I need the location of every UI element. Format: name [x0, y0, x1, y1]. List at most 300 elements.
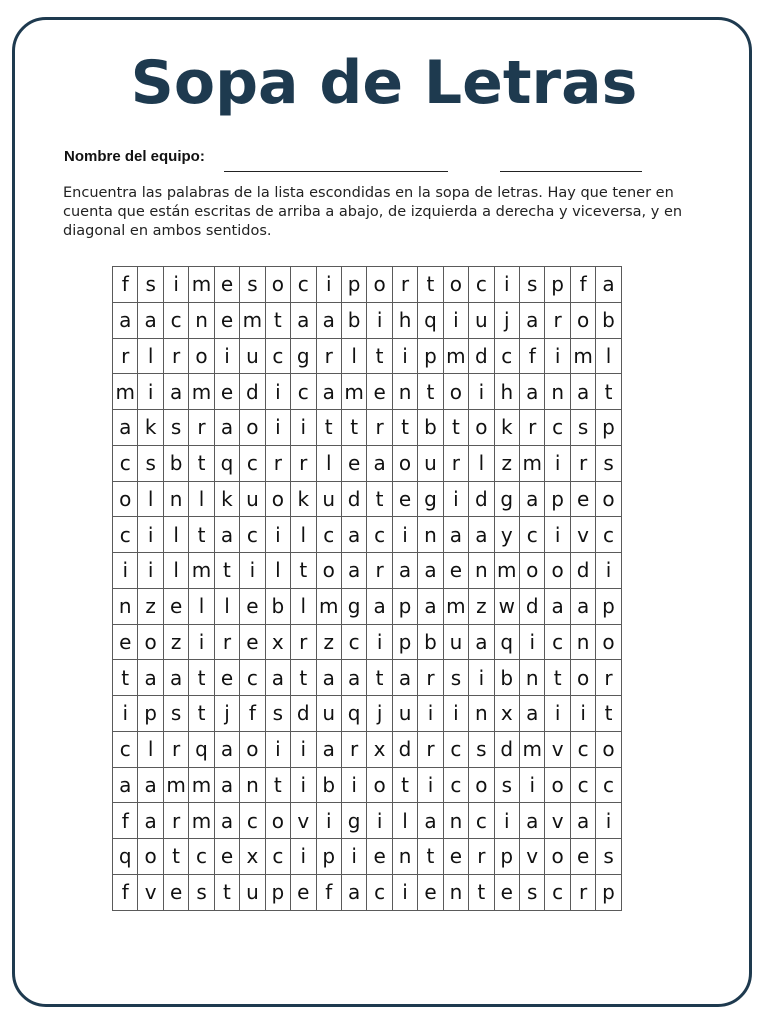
grid-cell[interactable]: m: [341, 374, 366, 410]
grid-cell[interactable]: i: [316, 803, 341, 839]
grid-cell[interactable]: p: [138, 696, 163, 732]
grid-cell[interactable]: a: [392, 553, 417, 589]
grid-cell[interactable]: a: [265, 660, 290, 696]
grid-cell[interactable]: r: [316, 338, 341, 374]
grid-cell[interactable]: i: [113, 696, 138, 732]
grid-cell[interactable]: t: [418, 374, 443, 410]
grid-cell[interactable]: m: [189, 767, 214, 803]
grid-cell[interactable]: i: [291, 767, 316, 803]
grid-cell[interactable]: i: [138, 374, 163, 410]
grid-cell[interactable]: i: [392, 517, 417, 553]
grid-cell[interactable]: e: [291, 874, 316, 910]
grid-cell[interactable]: y: [494, 517, 519, 553]
grid-cell[interactable]: a: [418, 588, 443, 624]
grid-cell[interactable]: q: [189, 731, 214, 767]
grid-cell[interactable]: v: [520, 839, 545, 875]
grid-cell[interactable]: q: [341, 696, 366, 732]
grid-cell[interactable]: m: [113, 374, 138, 410]
grid-cell[interactable]: r: [163, 803, 188, 839]
grid-cell[interactable]: n: [240, 767, 265, 803]
grid-cell[interactable]: z: [163, 624, 188, 660]
grid-cell[interactable]: g: [341, 803, 366, 839]
grid-cell[interactable]: m: [189, 803, 214, 839]
grid-cell[interactable]: i: [392, 874, 417, 910]
grid-cell[interactable]: c: [367, 517, 392, 553]
grid-cell[interactable]: d: [570, 553, 595, 589]
grid-cell[interactable]: h: [392, 302, 417, 338]
grid-cell[interactable]: u: [240, 338, 265, 374]
grid-cell[interactable]: p: [265, 874, 290, 910]
grid-cell[interactable]: s: [163, 696, 188, 732]
grid-cell[interactable]: a: [316, 731, 341, 767]
grid-cell[interactable]: q: [113, 839, 138, 875]
grid-cell[interactable]: n: [520, 660, 545, 696]
grid-cell[interactable]: l: [392, 803, 417, 839]
grid-cell[interactable]: a: [214, 767, 239, 803]
grid-cell[interactable]: e: [570, 839, 595, 875]
grid-cell[interactable]: l: [291, 517, 316, 553]
grid-cell[interactable]: p: [494, 839, 519, 875]
grid-cell[interactable]: t: [418, 839, 443, 875]
grid-cell[interactable]: t: [113, 660, 138, 696]
grid-cell[interactable]: r: [163, 338, 188, 374]
grid-cell[interactable]: r: [443, 445, 468, 481]
grid-cell[interactable]: c: [316, 517, 341, 553]
grid-cell[interactable]: r: [367, 553, 392, 589]
grid-cell[interactable]: t: [214, 553, 239, 589]
grid-cell[interactable]: s: [520, 874, 545, 910]
grid-cell[interactable]: v: [545, 731, 570, 767]
grid-cell[interactable]: t: [341, 410, 366, 446]
grid-cell[interactable]: e: [392, 481, 417, 517]
grid-cell[interactable]: s: [189, 874, 214, 910]
grid-cell[interactable]: d: [341, 481, 366, 517]
grid-cell[interactable]: d: [291, 696, 316, 732]
grid-cell[interactable]: s: [596, 445, 621, 481]
grid-cell[interactable]: a: [520, 374, 545, 410]
grid-cell[interactable]: o: [392, 445, 417, 481]
grid-cell[interactable]: m: [189, 553, 214, 589]
grid-cell[interactable]: a: [163, 374, 188, 410]
grid-cell[interactable]: l: [596, 338, 621, 374]
grid-cell[interactable]: i: [341, 839, 366, 875]
grid-cell[interactable]: e: [163, 874, 188, 910]
grid-cell[interactable]: s: [469, 731, 494, 767]
grid-cell[interactable]: a: [316, 302, 341, 338]
grid-cell[interactable]: p: [545, 481, 570, 517]
grid-cell[interactable]: b: [596, 302, 621, 338]
grid-cell[interactable]: n: [570, 624, 595, 660]
grid-cell[interactable]: c: [113, 517, 138, 553]
grid-cell[interactable]: l: [469, 445, 494, 481]
grid-cell[interactable]: k: [494, 410, 519, 446]
grid-cell[interactable]: z: [138, 588, 163, 624]
grid-cell[interactable]: v: [570, 517, 595, 553]
grid-cell[interactable]: o: [570, 302, 595, 338]
grid-cell[interactable]: t: [214, 874, 239, 910]
grid-cell[interactable]: i: [520, 624, 545, 660]
grid-cell[interactable]: l: [214, 588, 239, 624]
grid-cell[interactable]: e: [341, 445, 366, 481]
grid-cell[interactable]: a: [392, 660, 417, 696]
grid-cell[interactable]: f: [113, 803, 138, 839]
grid-cell[interactable]: a: [138, 660, 163, 696]
grid-cell[interactable]: c: [265, 338, 290, 374]
grid-cell[interactable]: e: [367, 374, 392, 410]
grid-cell[interactable]: t: [392, 410, 417, 446]
grid-cell[interactable]: c: [443, 767, 468, 803]
grid-cell[interactable]: s: [265, 696, 290, 732]
grid-cell[interactable]: o: [545, 839, 570, 875]
grid-cell[interactable]: i: [545, 445, 570, 481]
grid-cell[interactable]: m: [316, 588, 341, 624]
grid-cell[interactable]: x: [240, 839, 265, 875]
grid-cell[interactable]: r: [163, 731, 188, 767]
grid-cell[interactable]: h: [494, 374, 519, 410]
grid-cell[interactable]: m: [494, 553, 519, 589]
grid-cell[interactable]: i: [341, 767, 366, 803]
grid-cell[interactable]: i: [418, 696, 443, 732]
grid-cell[interactable]: i: [265, 374, 290, 410]
grid-cell[interactable]: o: [316, 553, 341, 589]
grid-cell[interactable]: i: [291, 731, 316, 767]
grid-cell[interactable]: l: [189, 481, 214, 517]
grid-cell[interactable]: a: [418, 553, 443, 589]
grid-cell[interactable]: r: [469, 839, 494, 875]
grid-cell[interactable]: e: [443, 839, 468, 875]
grid-cell[interactable]: z: [494, 445, 519, 481]
grid-cell[interactable]: f: [240, 696, 265, 732]
grid-cell[interactable]: c: [240, 660, 265, 696]
grid-cell[interactable]: q: [418, 302, 443, 338]
grid-cell[interactable]: a: [138, 302, 163, 338]
grid-cell[interactable]: t: [596, 374, 621, 410]
grid-cell[interactable]: f: [570, 267, 595, 303]
grid-cell[interactable]: e: [240, 588, 265, 624]
grid-cell[interactable]: n: [392, 374, 417, 410]
grid-cell[interactable]: t: [316, 410, 341, 446]
grid-cell[interactable]: m: [520, 445, 545, 481]
grid-cell[interactable]: b: [341, 302, 366, 338]
grid-cell[interactable]: c: [494, 338, 519, 374]
grid-cell[interactable]: a: [138, 767, 163, 803]
grid-cell[interactable]: i: [265, 731, 290, 767]
grid-cell[interactable]: i: [443, 481, 468, 517]
grid-cell[interactable]: a: [163, 660, 188, 696]
grid-cell[interactable]: p: [596, 874, 621, 910]
grid-cell[interactable]: o: [520, 553, 545, 589]
grid-cell[interactable]: c: [240, 445, 265, 481]
grid-cell[interactable]: i: [392, 338, 417, 374]
grid-cell[interactable]: i: [545, 517, 570, 553]
grid-cell[interactable]: l: [291, 588, 316, 624]
grid-cell[interactable]: r: [520, 410, 545, 446]
grid-cell[interactable]: a: [341, 874, 366, 910]
grid-cell[interactable]: u: [392, 696, 417, 732]
grid-cell[interactable]: m: [520, 731, 545, 767]
grid-cell[interactable]: o: [138, 624, 163, 660]
grid-cell[interactable]: o: [443, 374, 468, 410]
grid-cell[interactable]: m: [189, 267, 214, 303]
grid-cell[interactable]: i: [189, 624, 214, 660]
grid-cell[interactable]: a: [570, 374, 595, 410]
grid-cell[interactable]: q: [494, 624, 519, 660]
grid-cell[interactable]: a: [316, 660, 341, 696]
grid-cell[interactable]: s: [138, 445, 163, 481]
grid-cell[interactable]: t: [392, 767, 417, 803]
team-name-blank-line[interactable]: [224, 171, 448, 172]
grid-cell[interactable]: e: [240, 624, 265, 660]
grid-cell[interactable]: i: [596, 553, 621, 589]
grid-cell[interactable]: n: [443, 803, 468, 839]
grid-cell[interactable]: o: [113, 481, 138, 517]
grid-cell[interactable]: m: [163, 767, 188, 803]
grid-cell[interactable]: r: [341, 731, 366, 767]
grid-cell[interactable]: a: [570, 588, 595, 624]
grid-cell[interactable]: o: [469, 410, 494, 446]
grid-cell[interactable]: u: [316, 696, 341, 732]
grid-cell[interactable]: d: [520, 588, 545, 624]
grid-cell[interactable]: z: [316, 624, 341, 660]
grid-cell[interactable]: a: [113, 767, 138, 803]
grid-cell[interactable]: u: [240, 874, 265, 910]
grid-cell[interactable]: c: [113, 445, 138, 481]
grid-cell[interactable]: l: [163, 517, 188, 553]
grid-cell[interactable]: o: [596, 481, 621, 517]
grid-cell[interactable]: c: [570, 731, 595, 767]
grid-cell[interactable]: a: [520, 803, 545, 839]
grid-cell[interactable]: l: [341, 338, 366, 374]
grid-cell[interactable]: x: [367, 731, 392, 767]
grid-cell[interactable]: i: [163, 267, 188, 303]
grid-cell[interactable]: m: [443, 588, 468, 624]
grid-cell[interactable]: c: [520, 517, 545, 553]
grid-cell[interactable]: b: [418, 410, 443, 446]
grid-cell[interactable]: o: [545, 767, 570, 803]
grid-cell[interactable]: b: [316, 767, 341, 803]
grid-cell[interactable]: r: [214, 624, 239, 660]
grid-cell[interactable]: u: [316, 481, 341, 517]
grid-cell[interactable]: l: [265, 553, 290, 589]
grid-cell[interactable]: a: [520, 302, 545, 338]
grid-cell[interactable]: e: [443, 553, 468, 589]
grid-cell[interactable]: c: [113, 731, 138, 767]
grid-cell[interactable]: p: [545, 267, 570, 303]
grid-cell[interactable]: i: [545, 338, 570, 374]
grid-cell[interactable]: a: [291, 302, 316, 338]
grid-cell[interactable]: o: [265, 481, 290, 517]
grid-cell[interactable]: g: [341, 588, 366, 624]
grid-cell[interactable]: c: [163, 302, 188, 338]
grid-cell[interactable]: p: [596, 588, 621, 624]
grid-cell[interactable]: b: [494, 660, 519, 696]
grid-cell[interactable]: o: [367, 267, 392, 303]
grid-cell[interactable]: k: [214, 481, 239, 517]
grid-cell[interactable]: x: [265, 624, 290, 660]
grid-cell[interactable]: l: [189, 588, 214, 624]
grid-cell[interactable]: o: [545, 553, 570, 589]
grid-cell[interactable]: e: [163, 588, 188, 624]
grid-cell[interactable]: i: [418, 767, 443, 803]
grid-cell[interactable]: a: [367, 588, 392, 624]
grid-cell[interactable]: a: [596, 267, 621, 303]
grid-cell[interactable]: i: [520, 767, 545, 803]
grid-cell[interactable]: t: [291, 660, 316, 696]
grid-cell[interactable]: c: [341, 624, 366, 660]
grid-cell[interactable]: m: [570, 338, 595, 374]
grid-cell[interactable]: o: [265, 803, 290, 839]
grid-cell[interactable]: a: [545, 588, 570, 624]
grid-cell[interactable]: b: [163, 445, 188, 481]
grid-cell[interactable]: p: [418, 338, 443, 374]
grid-cell[interactable]: f: [113, 267, 138, 303]
grid-cell[interactable]: n: [418, 517, 443, 553]
grid-cell[interactable]: t: [367, 660, 392, 696]
grid-cell[interactable]: r: [596, 660, 621, 696]
grid-cell[interactable]: i: [469, 374, 494, 410]
grid-cell[interactable]: s: [240, 267, 265, 303]
grid-cell[interactable]: r: [392, 267, 417, 303]
grid-cell[interactable]: j: [494, 302, 519, 338]
grid-cell[interactable]: o: [596, 624, 621, 660]
grid-cell[interactable]: n: [392, 839, 417, 875]
grid-cell[interactable]: a: [138, 803, 163, 839]
grid-cell[interactable]: t: [189, 696, 214, 732]
grid-cell[interactable]: c: [265, 839, 290, 875]
grid-cell[interactable]: k: [138, 410, 163, 446]
grid-cell[interactable]: e: [418, 874, 443, 910]
grid-cell[interactable]: c: [570, 767, 595, 803]
grid-cell[interactable]: o: [596, 731, 621, 767]
grid-cell[interactable]: i: [316, 267, 341, 303]
grid-cell[interactable]: a: [214, 410, 239, 446]
grid-cell[interactable]: t: [265, 302, 290, 338]
grid-cell[interactable]: c: [367, 874, 392, 910]
grid-cell[interactable]: t: [189, 517, 214, 553]
grid-cell[interactable]: l: [138, 731, 163, 767]
grid-cell[interactable]: i: [367, 624, 392, 660]
grid-cell[interactable]: v: [138, 874, 163, 910]
grid-cell[interactable]: i: [291, 839, 316, 875]
grid-cell[interactable]: a: [443, 517, 468, 553]
grid-cell[interactable]: m: [240, 302, 265, 338]
grid-cell[interactable]: s: [520, 267, 545, 303]
grid-cell[interactable]: o: [443, 267, 468, 303]
grid-cell[interactable]: n: [189, 302, 214, 338]
grid-cell[interactable]: l: [316, 445, 341, 481]
grid-cell[interactable]: n: [545, 374, 570, 410]
grid-cell[interactable]: m: [189, 374, 214, 410]
grid-cell[interactable]: r: [291, 445, 316, 481]
grid-cell[interactable]: f: [316, 874, 341, 910]
grid-cell[interactable]: t: [265, 767, 290, 803]
grid-cell[interactable]: t: [367, 481, 392, 517]
grid-cell[interactable]: r: [570, 874, 595, 910]
grid-cell[interactable]: o: [367, 767, 392, 803]
grid-cell[interactable]: n: [469, 696, 494, 732]
grid-cell[interactable]: a: [341, 553, 366, 589]
grid-cell[interactable]: q: [214, 445, 239, 481]
grid-cell[interactable]: o: [240, 410, 265, 446]
grid-cell[interactable]: i: [443, 696, 468, 732]
grid-cell[interactable]: t: [443, 410, 468, 446]
grid-cell[interactable]: o: [138, 839, 163, 875]
grid-cell[interactable]: j: [367, 696, 392, 732]
grid-cell[interactable]: m: [443, 338, 468, 374]
grid-cell[interactable]: o: [265, 267, 290, 303]
grid-cell[interactable]: o: [189, 338, 214, 374]
grid-cell[interactable]: s: [570, 410, 595, 446]
grid-cell[interactable]: i: [138, 553, 163, 589]
grid-cell[interactable]: a: [113, 302, 138, 338]
grid-cell[interactable]: t: [189, 445, 214, 481]
grid-cell[interactable]: x: [494, 696, 519, 732]
grid-cell[interactable]: s: [163, 410, 188, 446]
grid-cell[interactable]: s: [443, 660, 468, 696]
grid-cell[interactable]: i: [367, 302, 392, 338]
grid-cell[interactable]: l: [138, 338, 163, 374]
grid-cell[interactable]: i: [494, 267, 519, 303]
grid-cell[interactable]: b: [418, 624, 443, 660]
grid-cell[interactable]: r: [113, 338, 138, 374]
grid-cell[interactable]: c: [291, 267, 316, 303]
grid-cell[interactable]: r: [367, 410, 392, 446]
grid-cell[interactable]: a: [418, 803, 443, 839]
grid-cell[interactable]: i: [596, 803, 621, 839]
grid-cell[interactable]: s: [494, 767, 519, 803]
grid-cell[interactable]: a: [113, 410, 138, 446]
grid-cell[interactable]: c: [469, 803, 494, 839]
grid-cell[interactable]: c: [545, 874, 570, 910]
grid-cell[interactable]: i: [240, 553, 265, 589]
grid-cell[interactable]: a: [520, 481, 545, 517]
grid-cell[interactable]: r: [189, 410, 214, 446]
grid-cell[interactable]: i: [214, 338, 239, 374]
grid-cell[interactable]: r: [265, 445, 290, 481]
grid-cell[interactable]: o: [570, 660, 595, 696]
grid-cell[interactable]: a: [367, 445, 392, 481]
grid-cell[interactable]: n: [113, 588, 138, 624]
grid-cell[interactable]: t: [291, 553, 316, 589]
grid-cell[interactable]: d: [469, 481, 494, 517]
team-name-blank-line-2[interactable]: [500, 171, 642, 172]
grid-cell[interactable]: a: [214, 731, 239, 767]
grid-cell[interactable]: i: [545, 696, 570, 732]
grid-cell[interactable]: d: [392, 731, 417, 767]
grid-cell[interactable]: c: [596, 767, 621, 803]
grid-cell[interactable]: n: [469, 553, 494, 589]
grid-cell[interactable]: o: [240, 731, 265, 767]
grid-cell[interactable]: a: [316, 374, 341, 410]
grid-cell[interactable]: p: [341, 267, 366, 303]
grid-cell[interactable]: e: [214, 839, 239, 875]
grid-cell[interactable]: e: [113, 624, 138, 660]
grid-cell[interactable]: r: [291, 624, 316, 660]
grid-cell[interactable]: c: [596, 517, 621, 553]
grid-cell[interactable]: i: [265, 517, 290, 553]
grid-cell[interactable]: p: [596, 410, 621, 446]
grid-cell[interactable]: w: [494, 588, 519, 624]
grid-cell[interactable]: p: [392, 624, 417, 660]
grid-cell[interactable]: d: [494, 731, 519, 767]
grid-cell[interactable]: r: [418, 660, 443, 696]
grid-cell[interactable]: c: [240, 517, 265, 553]
grid-cell[interactable]: i: [138, 517, 163, 553]
grid-cell[interactable]: e: [214, 660, 239, 696]
grid-cell[interactable]: u: [469, 302, 494, 338]
grid-cell[interactable]: c: [545, 410, 570, 446]
grid-cell[interactable]: a: [469, 624, 494, 660]
